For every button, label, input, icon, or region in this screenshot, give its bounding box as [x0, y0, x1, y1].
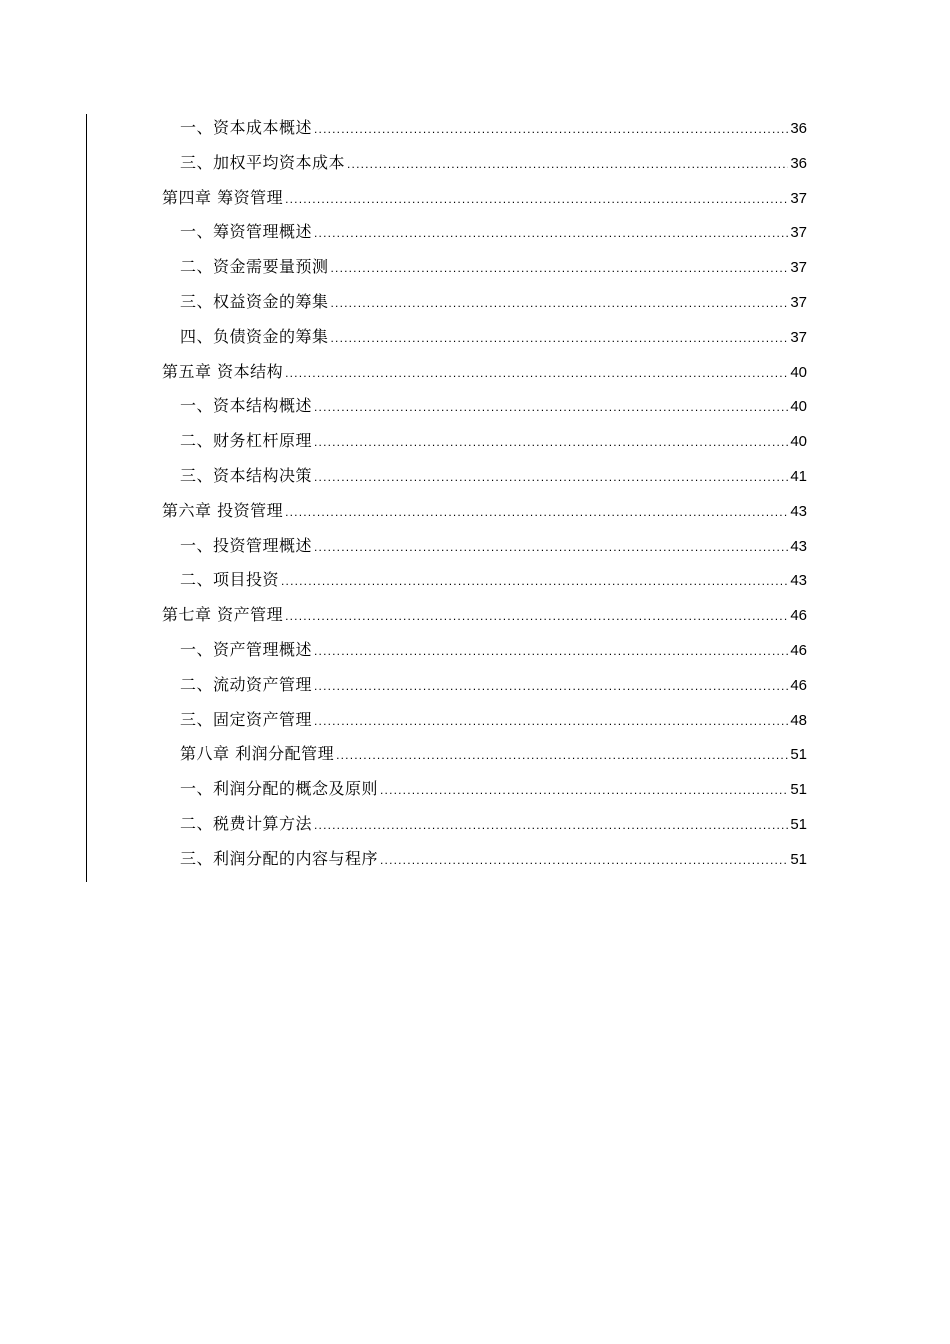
toc-dot-leader [314, 704, 788, 739]
toc-entry-title: 三、权益资金的筹集 [180, 291, 329, 311]
toc-section-entry[interactable] [162, 563, 807, 598]
toc-chapter-entry[interactable] [162, 355, 807, 390]
toc-page-number: 37 [790, 224, 807, 242]
toc-entry-title: 一、投资管理概述 [180, 535, 313, 555]
toc-page-number: 43 [790, 572, 807, 590]
toc-page-number: 36 [790, 120, 807, 137]
toc-entry-title: 二、税费计算方法 [180, 813, 313, 833]
toc-entry-title: 二、项目投资 [180, 570, 280, 590]
toc-page-number: 51 [790, 781, 807, 799]
toc-section-entry[interactable] [162, 146, 807, 181]
toc-dot-leader [285, 495, 788, 530]
toc-page-number: 43 [790, 537, 807, 555]
toc-chapter-entry[interactable] [162, 737, 807, 772]
toc-page-number: 48 [790, 711, 807, 729]
toc-page-number: 40 [790, 363, 807, 381]
toc-page-number: 37 [790, 189, 807, 207]
toc-dot-leader [285, 356, 788, 391]
toc-page-number: 36 [790, 154, 807, 172]
toc-page-number: 40 [790, 398, 807, 416]
toc-dot-leader [314, 425, 788, 460]
toc-entry-title: 第四章 筹资管理 [162, 187, 284, 207]
toc-entry-title: 第七章 资产管理 [162, 605, 284, 625]
toc-page-number: 43 [790, 502, 807, 520]
toc-section-entry[interactable] [162, 807, 807, 842]
toc-entry-title: 三、资本结构决策 [180, 465, 313, 485]
toc-section-entry[interactable] [162, 320, 807, 355]
toc-dot-leader [314, 530, 788, 565]
toc-section-entry[interactable] [162, 459, 807, 494]
toc-section-entry[interactable] [162, 633, 807, 668]
toc-page-number: 46 [790, 676, 807, 694]
toc-section-entry[interactable] [162, 389, 807, 424]
toc-page-number: 37 [790, 259, 807, 277]
toc-page-number: 37 [790, 328, 807, 346]
toc-entry-title: 二、财务杠杆原理 [180, 431, 313, 451]
toc-section-entry[interactable] [162, 215, 807, 250]
toc-page-number: 37 [790, 293, 807, 311]
toc-page-number: 40 [790, 433, 807, 451]
toc-page-number: 51 [790, 815, 807, 833]
toc-section-entry[interactable] [162, 668, 807, 703]
toc-entry-title: 三、固定资产管理 [180, 709, 313, 729]
toc-chapter-entry[interactable] [162, 181, 807, 216]
toc-page-number: 46 [790, 641, 807, 659]
toc-page-number: 51 [790, 850, 807, 868]
toc-section-entry[interactable] [162, 424, 807, 459]
toc-section-entry[interactable] [162, 772, 807, 807]
toc-dot-leader [314, 669, 788, 704]
toc-section-entry[interactable] [162, 111, 807, 146]
toc-entry-title: 四、负债资金的筹集 [180, 326, 329, 346]
toc-section-entry[interactable] [162, 703, 807, 738]
toc-dot-leader [314, 808, 788, 843]
toc-dot-leader [314, 634, 788, 669]
toc-entry-title: 二、资金需要量预测 [180, 257, 329, 277]
toc-entry-title: 三、利润分配的内容与程序 [180, 848, 379, 868]
toc-page-number: 51 [790, 746, 807, 764]
toc-entry-title: 第六章 投资管理 [162, 500, 284, 520]
toc-entry-title: 第八章 利润分配管理 [180, 744, 335, 764]
toc-page-number: 41 [790, 467, 807, 485]
toc-section-entry[interactable] [162, 842, 807, 877]
toc-chapter-entry[interactable] [162, 494, 807, 529]
toc-dot-leader [314, 390, 788, 425]
toc-dot-leader [380, 773, 788, 808]
toc-dot-leader [331, 321, 789, 356]
toc-entry-title: 一、利润分配的概念及原则 [180, 779, 379, 799]
toc-dot-leader [281, 564, 788, 599]
toc-entry-title: 一、资本结构概述 [180, 396, 313, 416]
toc-dot-leader [314, 460, 788, 495]
table-of-contents [162, 111, 807, 877]
margin-rule [86, 114, 87, 882]
toc-entry-title: 一、筹资管理概述 [180, 222, 313, 242]
toc-section-entry[interactable] [162, 529, 807, 564]
toc-dot-leader [331, 286, 789, 321]
toc-dot-leader [314, 216, 788, 251]
toc-entry-title: 一、资产管理概述 [180, 639, 313, 659]
toc-section-entry[interactable] [162, 250, 807, 285]
toc-chapter-entry[interactable] [162, 598, 807, 633]
toc-dot-leader [285, 182, 788, 217]
toc-dot-leader [336, 738, 788, 773]
toc-entry-title: 三、加权平均资本成本 [180, 152, 346, 172]
toc-entry-title: 二、流动资产管理 [180, 674, 313, 694]
toc-dot-leader [331, 251, 789, 286]
toc-dot-leader [347, 147, 788, 182]
toc-entry-title: 一、资本成本概述 [180, 118, 313, 137]
toc-entry-title: 第五章 资本结构 [162, 361, 284, 381]
toc-dot-leader [380, 843, 788, 878]
toc-dot-leader [285, 599, 788, 634]
toc-dot-leader [314, 112, 788, 147]
toc-page-number: 46 [790, 607, 807, 625]
toc-section-entry[interactable] [162, 285, 807, 320]
